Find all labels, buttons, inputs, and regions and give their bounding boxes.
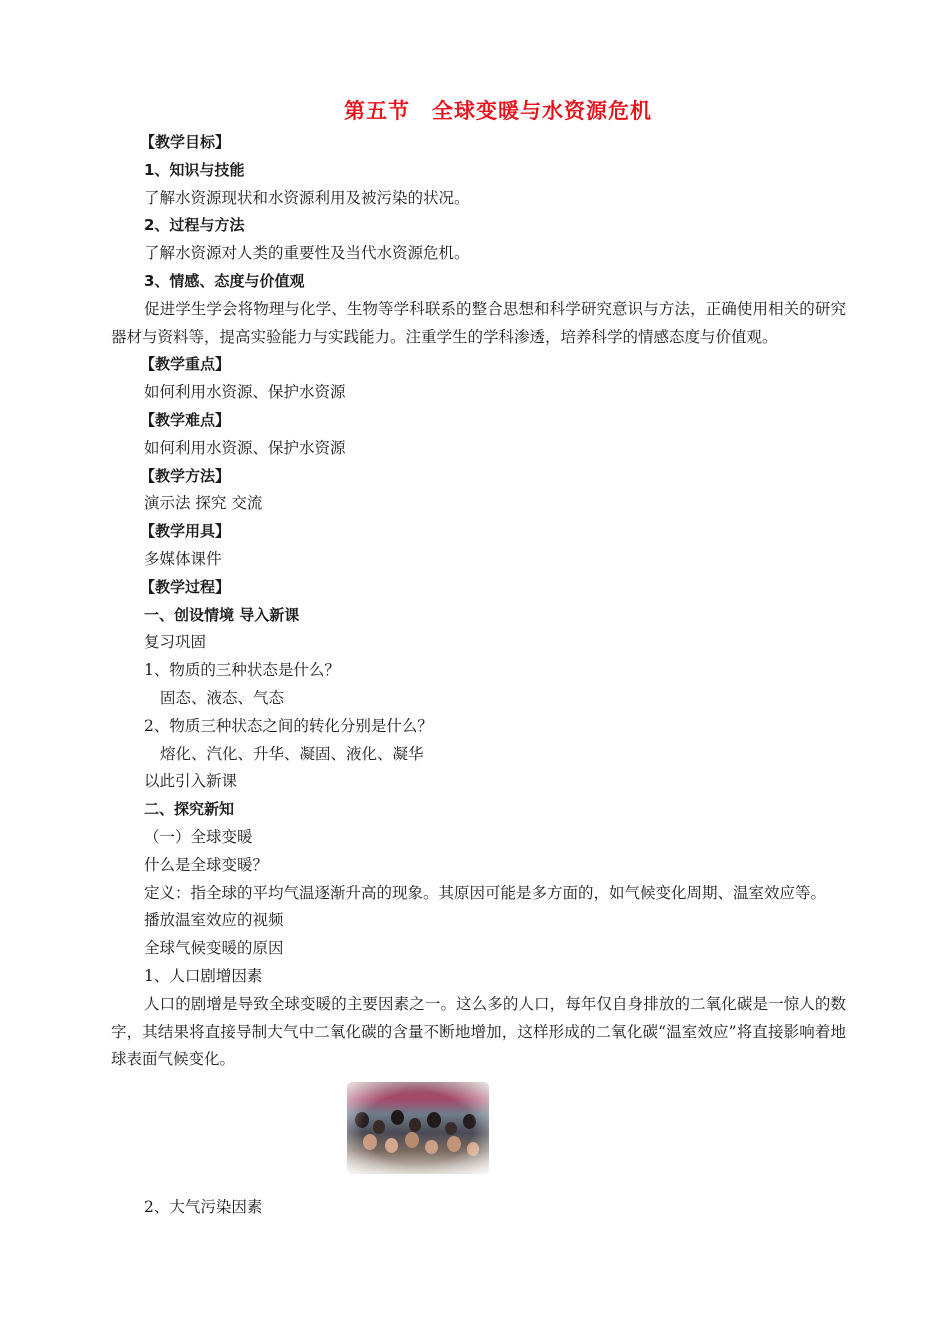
subsection-1: （一）全球变暖 [144, 827, 253, 846]
what-is-question: 什么是全球变暖？ [144, 855, 269, 874]
obj3-heading: 3、情感、态度与价值观 [144, 271, 305, 290]
part2-heading: 二、探究新知 [144, 800, 235, 819]
key-text: 如何利用水资源、保护水资源 [144, 383, 346, 402]
difficulty-text: 如何利用水资源、保护水资源 [144, 438, 346, 457]
tools-text: 多媒体课件 [144, 549, 222, 568]
tools-heading: 【教学用具】 [140, 522, 231, 541]
objectives-heading: 【教学目标】 [140, 133, 231, 151]
document-body [111, 129, 846, 1222]
cause1-heading: 1、人口剧增因素 [144, 966, 263, 985]
obj2-heading: 2、过程与方法 [144, 216, 245, 235]
part1-heading: 一、创设情境 导入新课 [144, 605, 300, 624]
question-1: 1、物质的三种状态是什么？ [144, 661, 340, 680]
answer-2: 熔化、汽化、升华、凝固、液化、凝华 [160, 744, 424, 763]
definition-text: 定义：指全球的平均气温逐渐升高的现象。其原因可能是多方面的，如气候变化周期、温室效应等。 [144, 883, 827, 902]
obj1-heading: 1、知识与技能 [144, 160, 245, 179]
review-text: 复习巩固 [144, 633, 207, 652]
cause2-heading: 2、大气污染因素 [144, 1198, 263, 1217]
obj1-text: 了解水资源现状和水资源利用及被污染的状况。 [144, 188, 470, 207]
question-2: 2、物质三种状态之间的转化分别是什么？ [144, 716, 433, 735]
answer-1: 固态、液态、气态 [160, 688, 285, 707]
method-heading: 【教学方法】 [140, 466, 231, 485]
causes-heading: 全球气候变暖的原因 [144, 939, 284, 958]
video-text: 播放温室效应的视频 [144, 911, 284, 930]
obj3-text: 促进学生学会将物理与化学、生物等学科联系的整合思想和科学研究意识与方法，正确使用相关的研究器材与资料等，提高实验能力与实践能力。注重学生的学科渗透，培养科学的情感态度与价值观。 [111, 299, 846, 346]
lead-in-text: 以此引入新课 [144, 772, 238, 791]
process-heading: 【教学过程】 [140, 577, 231, 596]
page-title: 第五节 全球变暖与水资源危机 [344, 99, 652, 123]
difficulty-heading: 【教学难点】 [140, 410, 231, 429]
crowd-photo [347, 1082, 489, 1174]
cause1-text: 人口的剧增是导致全球变暖的主要因素之一。这么多的人口，每年仅自身排放的二氧化碳是一惊人的数字，其结果将直接导制大气中二氧化碳的含量不断地增加，这样形成的二氧化碳“温室效应”将直接影响着地球表面气候变化。 [111, 994, 846, 1069]
obj2-text: 了解水资源对人类的重要性及当代水资源危机。 [144, 244, 470, 263]
method-text: 演示法 探究 交流 [144, 494, 263, 513]
key-heading: 【教学重点】 [140, 355, 231, 374]
image-block [111, 1074, 846, 1194]
